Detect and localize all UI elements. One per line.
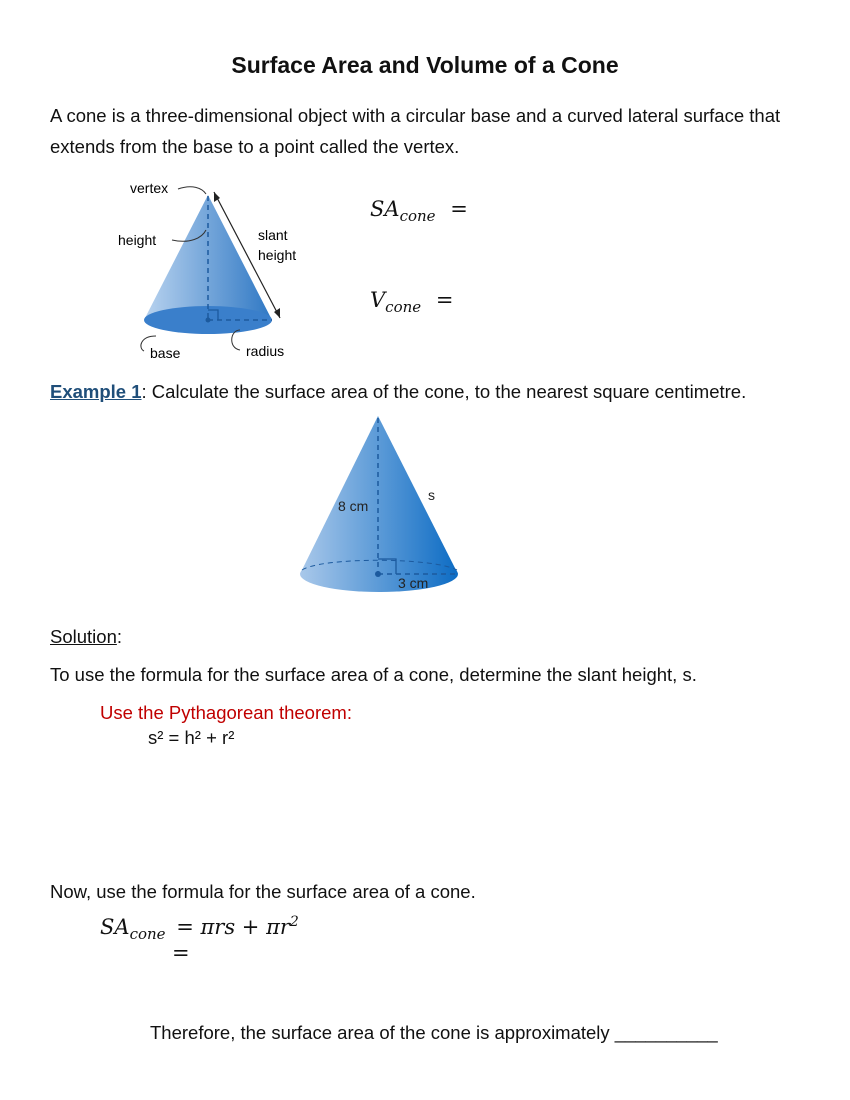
solution-line1: To use the formula for the surface area of a cone, determine the slant height, s. [50, 664, 697, 685]
example-heading: Example 1: Calculate the surface area of the cone, to the nearest square centimetre. [50, 381, 747, 402]
sa-solution-formula: $SA_{cone} = \pi rs + \pi r^2$ [100, 914, 299, 943]
second-equals: = [172, 941, 190, 965]
slant-label-line1: slant [258, 227, 288, 243]
solution-line2: Now, use the formula for the surface area of a cone. [50, 881, 476, 902]
vertex-label: vertex [130, 180, 169, 196]
cone-body [144, 195, 272, 320]
intro-paragraph: A cone is a three-dimensional object with a circular base and a curved lateral surface that extends from the base to a point called the vertex. [50, 105, 781, 157]
conclusion: Therefore, the surface area of the cone is approximately __________ [150, 1022, 718, 1043]
volume-formula: $V_{cone}$ = [370, 288, 454, 316]
example-cone-diagram [292, 412, 467, 602]
solution-heading: Solution: [50, 626, 122, 647]
slant-label-line2: height [258, 247, 297, 263]
pythagorean-heading: Use the Pythagorean theorem: [100, 702, 352, 723]
sa-formula: $SA_{cone}$ = [370, 197, 468, 225]
page-title: Surface Area and Volume of a Cone [231, 52, 619, 78]
pythagorean-formula: s² = h² + r² [148, 727, 235, 748]
example-label: Example 1 [50, 381, 142, 402]
cone-diagram [110, 178, 320, 368]
radius-value-label: 3 cm [398, 575, 429, 591]
height-value-label: 8 cm [338, 498, 369, 514]
radius-label: radius [246, 343, 285, 359]
height-label: height [118, 232, 157, 248]
base-label: base [150, 345, 181, 361]
slant-value-label: s [428, 487, 435, 503]
